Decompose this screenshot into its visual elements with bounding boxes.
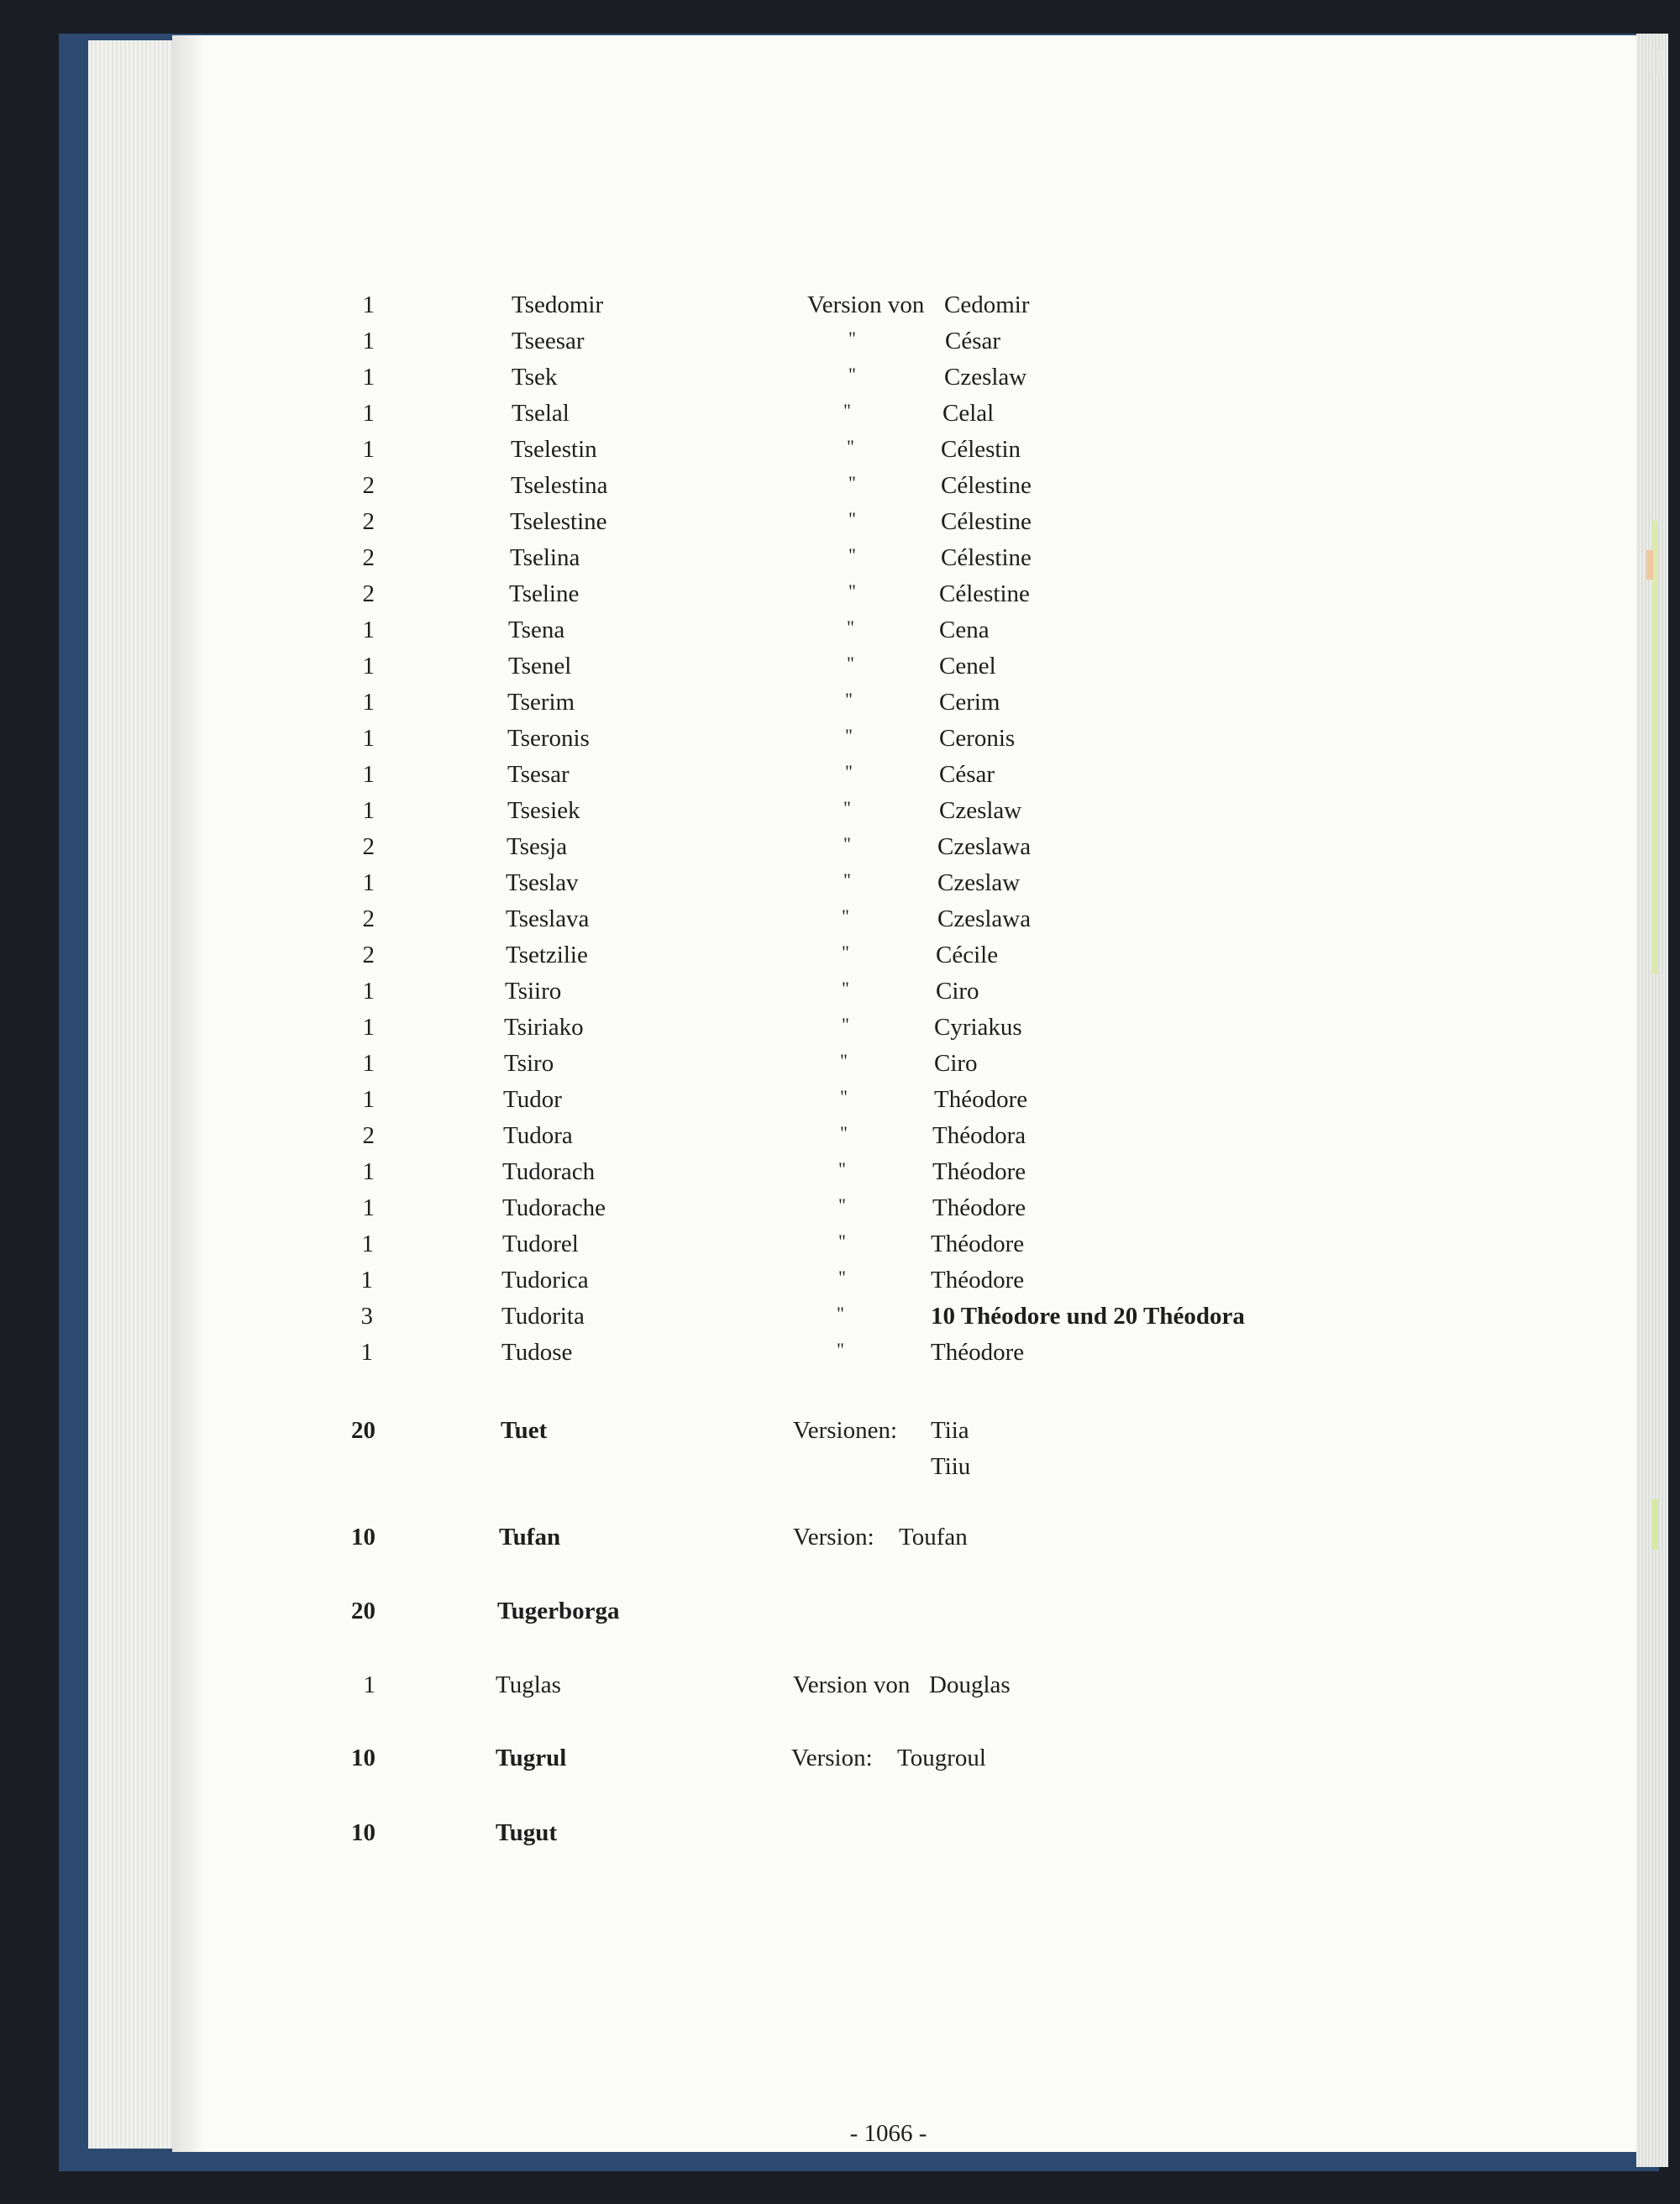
given-name: Tselestin bbox=[511, 436, 597, 463]
origin-name: Douglas bbox=[929, 1671, 1011, 1698]
ditto-mark: " bbox=[845, 725, 853, 746]
origin-name: Czeslaw bbox=[939, 797, 1022, 824]
origin-name: César bbox=[945, 328, 1001, 354]
given-name: Tugerborga bbox=[497, 1598, 620, 1624]
frequency-number: 2 bbox=[362, 942, 375, 968]
origin-name: Cenel bbox=[939, 653, 996, 680]
given-name: Tudorach bbox=[502, 1158, 596, 1185]
ditto-mark: " bbox=[848, 328, 856, 349]
given-name: Tseline bbox=[509, 580, 580, 607]
given-name: Tselestina bbox=[511, 472, 608, 499]
given-name: Tudorache bbox=[502, 1194, 606, 1221]
origin-name: Cerim bbox=[939, 689, 1000, 716]
ditto-mark: " bbox=[843, 400, 851, 421]
frequency-number: 2 bbox=[362, 544, 375, 571]
frequency-number: 1 bbox=[362, 1086, 375, 1113]
frequency-number: 2 bbox=[362, 508, 375, 535]
list-item bbox=[0, 1745, 1680, 1781]
frequency-number: 1 bbox=[360, 1339, 373, 1366]
list-item bbox=[0, 1453, 1680, 1489]
ditto-mark: " bbox=[847, 653, 854, 674]
given-name: Tudose bbox=[501, 1339, 573, 1366]
origin-name: Celal bbox=[942, 400, 995, 427]
origin-name: César bbox=[939, 761, 995, 788]
list-item bbox=[0, 1417, 1680, 1453]
list-item bbox=[0, 1086, 1680, 1122]
ditto-mark: " bbox=[840, 1086, 848, 1107]
list-item bbox=[0, 1671, 1680, 1708]
list-item bbox=[0, 1122, 1680, 1158]
list-item bbox=[0, 1267, 1680, 1303]
origin-name: Tougroul bbox=[897, 1745, 986, 1771]
given-name: Tsesar bbox=[507, 761, 570, 788]
ditto-mark: " bbox=[843, 833, 851, 854]
version-label: Version von bbox=[793, 1671, 911, 1698]
given-name: Tsetzilie bbox=[506, 942, 588, 968]
origin-name: Célestine bbox=[941, 544, 1032, 571]
given-name: Tserim bbox=[507, 689, 575, 716]
frequency-number: 10 bbox=[351, 1819, 375, 1846]
ditto-mark: " bbox=[848, 472, 856, 493]
frequency-number: 1 bbox=[362, 436, 375, 463]
list-item bbox=[0, 869, 1680, 905]
origin-name: Théodore bbox=[932, 1194, 1026, 1221]
origin-name: Théodore bbox=[931, 1231, 1025, 1257]
origin-name: Cyriakus bbox=[934, 1014, 1022, 1041]
origin-name: Cécile bbox=[936, 942, 999, 968]
list-item bbox=[0, 905, 1680, 942]
ditto-mark: " bbox=[847, 617, 854, 638]
list-item bbox=[0, 797, 1680, 833]
frequency-number: 2 bbox=[362, 472, 375, 499]
frequency-number: 1 bbox=[362, 1194, 375, 1221]
frequency-number: 1 bbox=[362, 617, 375, 643]
list-item bbox=[0, 580, 1680, 617]
given-name: Tudor bbox=[503, 1086, 562, 1113]
list-item bbox=[0, 1524, 1680, 1560]
frequency-number: 1 bbox=[362, 797, 375, 824]
list-item bbox=[0, 653, 1680, 689]
given-name: Tsiriako bbox=[504, 1014, 584, 1041]
ditto-mark: " bbox=[838, 1267, 846, 1288]
frequency-number: 1 bbox=[362, 1014, 375, 1041]
given-name: Tudora bbox=[503, 1122, 573, 1149]
given-name: Tseesar bbox=[512, 328, 585, 354]
given-name: Tsenel bbox=[508, 653, 572, 680]
ditto-mark: " bbox=[842, 978, 849, 999]
list-item bbox=[0, 1303, 1680, 1339]
given-name: Tudorita bbox=[501, 1303, 585, 1330]
version-label: Version: bbox=[791, 1745, 873, 1771]
version-label: Versionen: bbox=[793, 1417, 898, 1444]
list-item bbox=[0, 761, 1680, 797]
ditto-mark: " bbox=[848, 508, 856, 529]
origin-name: Célestine bbox=[939, 580, 1030, 607]
ditto-mark: " bbox=[848, 364, 856, 385]
given-name: Tufan bbox=[499, 1524, 561, 1551]
list-item bbox=[0, 472, 1680, 508]
ditto-mark: " bbox=[840, 1050, 848, 1071]
list-item bbox=[0, 1050, 1680, 1086]
list-item bbox=[0, 942, 1680, 978]
frequency-number: 1 bbox=[362, 978, 375, 1005]
frequency-number: 1 bbox=[363, 1671, 375, 1698]
origin-name: Théodore bbox=[934, 1086, 1028, 1113]
frequency-number: 1 bbox=[362, 761, 375, 788]
list-item bbox=[0, 436, 1680, 472]
frequency-number: 1 bbox=[362, 1050, 375, 1077]
given-name: Tseslava bbox=[506, 905, 590, 932]
frequency-number: 2 bbox=[362, 1122, 375, 1149]
ditto-mark: " bbox=[838, 1231, 846, 1252]
given-name: Tselal bbox=[512, 400, 570, 427]
origin-name: Czeslaw bbox=[937, 869, 1021, 896]
ditto-mark: " bbox=[843, 869, 851, 890]
ditto-mark: " bbox=[842, 942, 849, 963]
origin-name: Ciro bbox=[936, 978, 979, 1005]
ditto-mark: " bbox=[848, 580, 856, 601]
origin-name: Cedomir bbox=[944, 291, 1030, 318]
page-number: - 1066 - bbox=[849, 2120, 927, 2147]
ditto-mark: " bbox=[838, 1194, 846, 1215]
ditto-mark: " bbox=[847, 436, 854, 457]
list-item bbox=[0, 725, 1680, 761]
origin-name: Théodore bbox=[932, 1158, 1026, 1185]
tab-marker bbox=[1656, 50, 1663, 76]
list-item bbox=[0, 689, 1680, 725]
list-item bbox=[0, 1598, 1680, 1634]
list-item bbox=[0, 978, 1680, 1014]
ditto-mark: " bbox=[842, 1014, 849, 1035]
frequency-number: 2 bbox=[362, 580, 375, 607]
given-name: Tselina bbox=[510, 544, 580, 571]
ditto-mark: " bbox=[845, 689, 853, 710]
origin-name: Ceronis bbox=[939, 725, 1016, 752]
given-name: Tseslav bbox=[506, 869, 579, 896]
given-name: Tsiro bbox=[504, 1050, 554, 1077]
given-name: Tsesja bbox=[507, 833, 568, 860]
given-name: Tsedomir bbox=[512, 291, 604, 318]
origin-name: Czeslawa bbox=[937, 905, 1032, 932]
frequency-number: 3 bbox=[360, 1303, 373, 1330]
origin-name: Toufan bbox=[899, 1524, 968, 1551]
list-item bbox=[0, 1339, 1680, 1375]
origin-name: Théodore bbox=[931, 1267, 1025, 1294]
frequency-number: 10 bbox=[351, 1745, 375, 1771]
origin-name: Célestine bbox=[941, 508, 1032, 535]
frequency-number: 1 bbox=[362, 364, 375, 391]
origin-name: Célestin bbox=[941, 436, 1021, 463]
list-item bbox=[0, 1158, 1680, 1194]
frequency-number: 1 bbox=[362, 1158, 375, 1185]
given-name: Tseronis bbox=[507, 725, 590, 752]
list-item bbox=[0, 617, 1680, 653]
list-item bbox=[0, 400, 1680, 436]
ditto-mark: " bbox=[840, 1122, 848, 1143]
frequency-number: 1 bbox=[362, 725, 375, 752]
frequency-number: 1 bbox=[362, 400, 375, 427]
origin-name: 10 Théodore und 20 Théodora bbox=[931, 1303, 1245, 1330]
list-item bbox=[0, 1231, 1680, 1267]
origin-name: Célestine bbox=[941, 472, 1032, 499]
list-item bbox=[0, 1194, 1680, 1231]
origin-name: Czeslawa bbox=[937, 833, 1032, 860]
given-name: Tsek bbox=[512, 364, 558, 391]
origin-name: Tiiu bbox=[931, 1453, 971, 1480]
origin-name: Czeslaw bbox=[944, 364, 1027, 391]
list-item bbox=[0, 291, 1680, 328]
frequency-number: 2 bbox=[362, 833, 375, 860]
given-name: Tugrul bbox=[496, 1745, 567, 1771]
ditto-mark: " bbox=[842, 905, 849, 926]
ditto-mark: " bbox=[837, 1339, 844, 1360]
frequency-number: 20 bbox=[351, 1598, 375, 1624]
list-item bbox=[0, 328, 1680, 364]
given-name: Tuglas bbox=[496, 1671, 561, 1698]
frequency-number: 2 bbox=[362, 905, 375, 932]
list-item bbox=[0, 833, 1680, 869]
frequency-number: 10 bbox=[351, 1524, 375, 1551]
given-name: Tsena bbox=[508, 617, 565, 643]
frequency-number: 1 bbox=[361, 1231, 374, 1257]
frequency-number: 20 bbox=[351, 1417, 375, 1444]
ditto-mark: " bbox=[845, 761, 853, 782]
ditto-mark: " bbox=[838, 1158, 846, 1179]
origin-name: Théodore bbox=[931, 1339, 1025, 1366]
origin-name: Théodora bbox=[932, 1122, 1026, 1149]
given-name: Tudorel bbox=[502, 1231, 579, 1257]
ditto-mark: " bbox=[837, 1303, 844, 1324]
given-name: Tsiiro bbox=[505, 978, 562, 1005]
given-name: Tuet bbox=[501, 1417, 548, 1444]
frequency-number: 1 bbox=[362, 653, 375, 680]
origin-name: Tiia bbox=[931, 1417, 969, 1444]
ditto-mark: " bbox=[848, 544, 856, 565]
origin-name: Ciro bbox=[934, 1050, 978, 1077]
frequency-number: 1 bbox=[362, 689, 375, 716]
list-item bbox=[0, 1819, 1680, 1855]
given-name: Tsesiek bbox=[507, 797, 580, 824]
frequency-number: 1 bbox=[362, 291, 375, 318]
frequency-number: 1 bbox=[362, 328, 375, 354]
given-name: Tugut bbox=[496, 1819, 558, 1846]
given-name: Tselestine bbox=[510, 508, 607, 535]
list-item bbox=[0, 544, 1680, 580]
given-name: Tudorica bbox=[501, 1267, 589, 1294]
frequency-number: 1 bbox=[360, 1267, 373, 1294]
list-item bbox=[0, 508, 1680, 544]
list-item bbox=[0, 364, 1680, 400]
frequency-number: 1 bbox=[362, 869, 375, 896]
list-item bbox=[0, 1014, 1680, 1050]
ditto-mark: " bbox=[843, 797, 851, 818]
version-label: Version: bbox=[793, 1524, 874, 1551]
version-label: Version von bbox=[807, 291, 925, 318]
origin-name: Cena bbox=[939, 617, 990, 643]
